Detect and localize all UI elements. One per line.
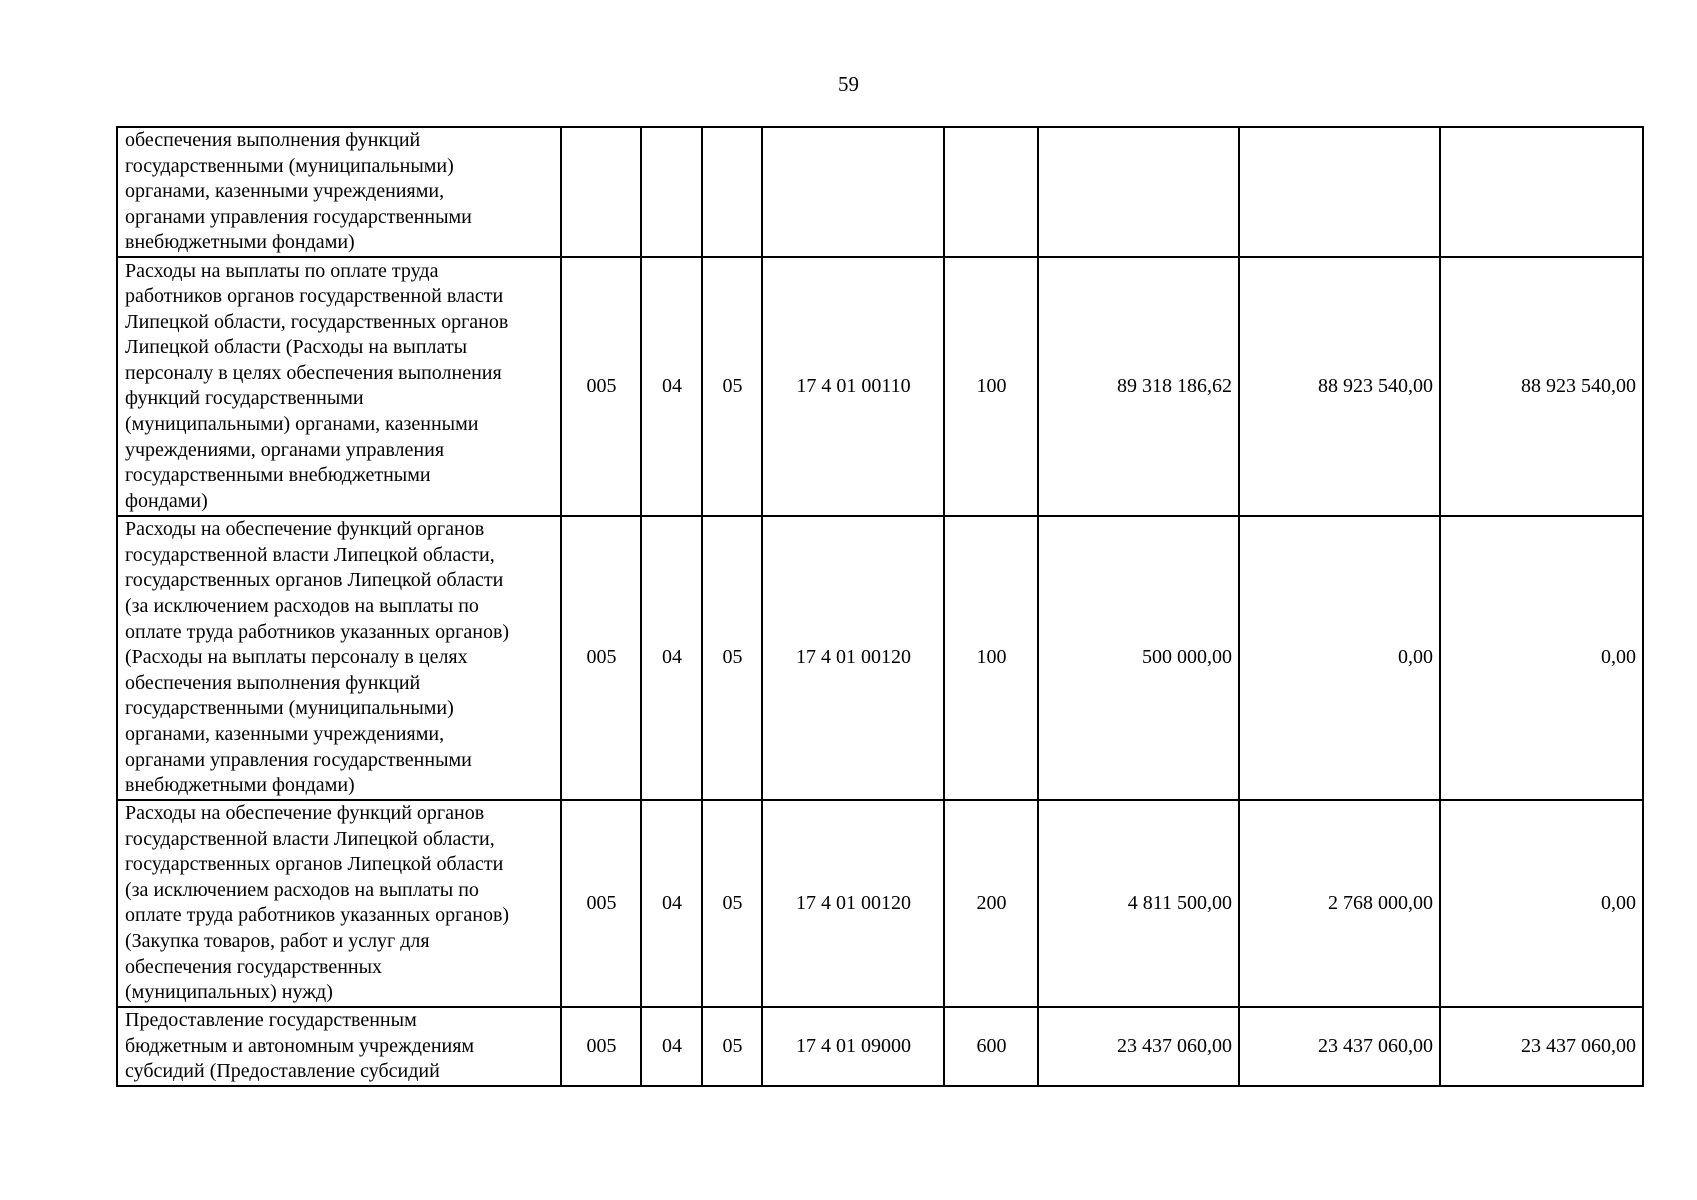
expense-description [117, 800, 561, 1007]
amount-1-cell: 23 437 060,00 [1038, 1007, 1239, 1086]
description-line: (муниципальных) нужд) [125, 981, 333, 1004]
description-line: обеспечения выполнения функций [125, 129, 421, 151]
vr-code-cell: 600 [944, 1007, 1038, 1086]
description-line: субсидий (Предоставление субсидий [125, 1060, 440, 1083]
csr-code-cell: 17 4 01 00120 [762, 800, 944, 1007]
table-row [117, 127, 1643, 257]
amount-2-cell: 88 923 540,00 [1239, 257, 1440, 516]
description-line: внебюджетными фондами) [125, 231, 355, 254]
gr-code-cell: 005 [561, 257, 641, 516]
description-line: (Расходы на выплаты персоналу в целях [125, 646, 468, 669]
pr-code-cell [702, 127, 762, 257]
description-line: Предоставление государственным [125, 1008, 417, 1031]
page-number: 59 [838, 72, 859, 96]
table-row [117, 257, 1643, 516]
description-line: оплате труда работников указанных органов) [125, 620, 510, 643]
vr-code-cell: 200 [944, 800, 1038, 1007]
description-line: государственной власти Липецкой области, [125, 543, 495, 566]
gr-code-cell [561, 127, 641, 257]
vr-code-cell [944, 127, 1038, 257]
description-line: обеспечения государственных [125, 955, 383, 978]
description-line: (Закупка товаров, работ и услуг для [125, 930, 430, 953]
description-line: (муниципальными) органами, казенными [125, 413, 479, 436]
csr-code-cell: 17 4 01 09000 [762, 1007, 944, 1086]
rz-code-cell [641, 127, 702, 257]
table-row [117, 1007, 1643, 1086]
description-line: функций государственными [125, 387, 364, 410]
description-line: работников органов государственной власти [125, 285, 504, 308]
rz-code-cell: 04 [641, 800, 702, 1007]
description-line: органами, казенными учреждениями, [125, 180, 445, 203]
description-line: государственных органов Липецкой области [125, 569, 504, 592]
gr-code-cell: 005 [561, 800, 641, 1007]
description-line: бюджетным и автономным учреждениям [125, 1034, 475, 1057]
description-line: Расходы на обеспечение функций органов [125, 802, 485, 825]
table-row [117, 800, 1643, 1007]
expense-description [117, 1007, 561, 1086]
description-line: Липецкой области (Расходы на выплаты [125, 336, 468, 359]
description-line: органами управления государственными [125, 748, 472, 771]
vr-code-cell: 100 [944, 516, 1038, 800]
amount-3-cell [1440, 127, 1643, 257]
description-line: органами, казенными учреждениями, [125, 722, 445, 745]
budget-table [116, 126, 1644, 1087]
description-line: обеспечения выполнения функций [125, 671, 421, 694]
amount-3-cell: 23 437 060,00 [1440, 1007, 1643, 1086]
gr-code-cell: 005 [561, 516, 641, 800]
description-line: (за исключением расходов на выплаты по [125, 878, 479, 901]
description-line: Липецкой области, государственных органов [125, 310, 509, 333]
rz-code-cell: 04 [641, 516, 702, 800]
expense-description [117, 516, 561, 800]
csr-code-cell: 17 4 01 00110 [762, 257, 944, 516]
description-line: учреждениями, органами управления [125, 438, 445, 461]
amount-1-cell: 89 318 186,62 [1038, 257, 1239, 516]
pr-code-cell: 05 [702, 800, 762, 1007]
amount-3-cell: 0,00 [1440, 516, 1643, 800]
description-line: оплате труда работников указанных органов) [125, 904, 510, 927]
description-line: государственных органов Липецкой области [125, 853, 504, 876]
description-line: персоналу в целях обеспечения выполнения [125, 361, 502, 384]
amount-2-cell [1239, 127, 1440, 257]
rz-code-cell: 04 [641, 257, 702, 516]
description-line: (за исключением расходов на выплаты по [125, 594, 479, 617]
csr-code-cell [762, 127, 944, 257]
amount-2-cell: 23 437 060,00 [1239, 1007, 1440, 1086]
amount-2-cell: 2 768 000,00 [1239, 800, 1440, 1007]
description-line: государственной власти Липецкой области, [125, 827, 495, 850]
amount-1-cell: 4 811 500,00 [1038, 800, 1239, 1007]
pr-code-cell: 05 [702, 516, 762, 800]
description-line: государственными (муниципальными) [125, 154, 454, 177]
amount-1-cell [1038, 127, 1239, 257]
expense-description [117, 127, 561, 257]
rz-code-cell: 04 [641, 1007, 702, 1086]
vr-code-cell: 100 [944, 257, 1038, 516]
description-line: государственными внебюджетными [125, 464, 431, 487]
pr-code-cell: 05 [702, 257, 762, 516]
csr-code-cell: 17 4 01 00120 [762, 516, 944, 800]
description-line: государственными (муниципальными) [125, 697, 454, 720]
description-line: органами управления государственными [125, 205, 472, 228]
amount-3-cell: 88 923 540,00 [1440, 257, 1643, 516]
description-line: Расходы на обеспечение функций органов [125, 518, 485, 541]
description-line: фондами) [125, 489, 208, 512]
amount-3-cell: 0,00 [1440, 800, 1643, 1007]
amount-2-cell: 0,00 [1239, 516, 1440, 800]
description-line: внебюджетными фондами) [125, 774, 355, 797]
description-line: Расходы на выплаты по оплате труда [125, 259, 439, 282]
amount-1-cell: 500 000,00 [1038, 516, 1239, 800]
pr-code-cell: 05 [702, 1007, 762, 1086]
table-row [117, 516, 1643, 800]
gr-code-cell: 005 [561, 1007, 641, 1086]
expense-description [117, 257, 561, 516]
